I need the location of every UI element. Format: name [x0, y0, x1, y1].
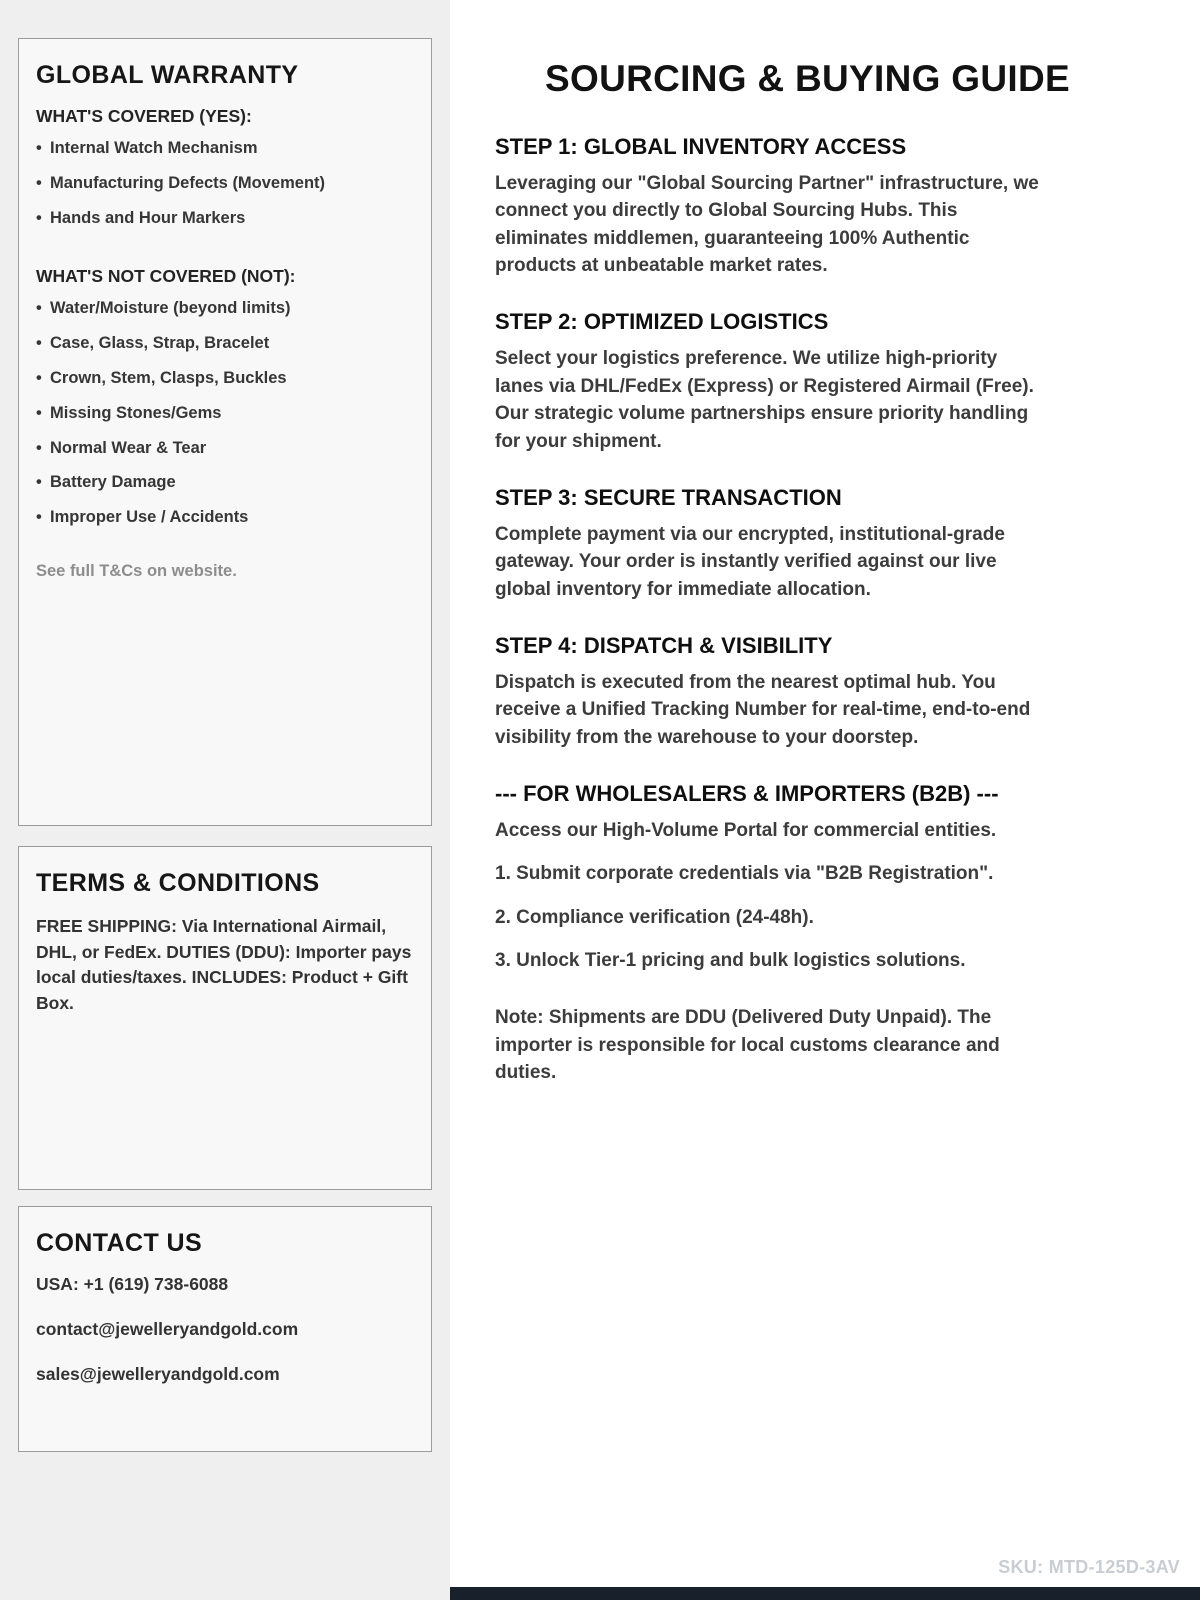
step-3-body: Complete payment via our encrypted, institutional-grade gateway. Your order is instantly verified against our live global inventory for immediate allocation.: [495, 523, 1005, 600]
step-4-body: Dispatch is executed from the nearest optimal hub. You receive a Unified Tracking Number for real-time, end-to-end visibility from the warehouse to your doorstep.: [495, 671, 1031, 748]
contact-phone: USA: +1 (619) 738-6088: [36, 1274, 229, 1294]
warranty-not-covered-item: • Battery Damage: [36, 473, 414, 493]
step-2-heading: STEP 2: OPTIMIZED LOGISTICS: [495, 309, 829, 335]
page-title: SOURCING & BUYING GUIDE: [545, 58, 1070, 99]
warranty-not-covered-item: • Case, Glass, Strap, Bracelet: [36, 334, 414, 354]
warranty-title: GLOBAL WARRANTY: [36, 61, 299, 89]
b2b-item-1: 1. Submit corporate credentials via "B2B Registration".: [495, 863, 994, 885]
warranty-not-covered-item: • Missing Stones/Gems: [36, 404, 414, 424]
warranty-not-covered-item: • Improper Use / Accidents: [36, 508, 414, 528]
b2b-heading: --- FOR WHOLESALERS & IMPORTERS (B2B) ---: [495, 781, 999, 807]
contact-email-sales: sales@jewelleryandgold.com: [36, 1364, 280, 1384]
contact-title: CONTACT US: [36, 1229, 203, 1257]
b2b-item-3: 3. Unlock Tier-1 pricing and bulk logistics solutions.: [495, 950, 966, 972]
sidebar: [0, 0, 450, 1600]
step-1-heading: STEP 1: GLOBAL INVENTORY ACCESS: [495, 134, 907, 159]
footer-bar: [450, 1587, 1200, 1600]
step-3-heading: STEP 3: SECURE TRANSACTION: [495, 484, 842, 510]
warranty-covered-item: • Hands and Hour Markers: [36, 209, 414, 229]
terms-title: TERMS & CONDITIONS: [36, 869, 320, 897]
warranty-covered-item: • Internal Watch Mechanism: [36, 139, 414, 159]
warranty-footnote: See full T&Cs on website.: [36, 561, 237, 580]
step-2-body: Select your logistics preference. We utilize high-priority lanes via DHL/FedEx (Express) or Registered Airmail (Free). Our strategic volume partnerships ensure priority handling for your shipment.: [495, 348, 1034, 452]
sku-label: SKU: MTD-125D-3AV: [998, 1557, 1180, 1577]
contact-panel: [18, 1206, 432, 1452]
warranty-covered-heading: WHAT'S COVERED (YES):: [36, 106, 252, 126]
warranty-not-covered-item: • Crown, Stem, Clasps, Buckles: [36, 369, 414, 389]
b2b-item-2: 2. Compliance verification (24-48h).: [495, 906, 814, 928]
b2b-intro: Access our High-Volume Portal for commercial entities.: [495, 820, 997, 842]
terms-panel: [18, 846, 432, 1190]
terms-body: FREE SHIPPING: Via International Airmail, DHL, or FedEx. DUTIES (DDU): Importer pays local duties/taxes. INCLUDES: Product + Gift Box.: [36, 916, 412, 1014]
contact-email-primary: contact@jewelleryandgold.com: [36, 1319, 299, 1339]
warranty-not-covered-item: • Normal Wear & Tear: [36, 439, 414, 459]
warranty-not-covered-item: • Water/Moisture (beyond limits): [36, 299, 414, 319]
warranty-not-covered-heading: WHAT'S NOT COVERED (NOT):: [36, 266, 296, 287]
b2b-note: Note: Shipments are DDU (Delivered Duty Unpaid). The importer is responsible for local customs clearance and duties.: [495, 1007, 1000, 1084]
step-4-heading: STEP 4: DISPATCH & VISIBILITY: [495, 632, 833, 658]
warranty-covered-item: • Manufacturing Defects (Movement): [36, 174, 414, 194]
warranty-panel: [18, 38, 432, 826]
step-1-body: Leveraging our "Global Sourcing Partner" infrastructure, we connect you directly to Global Sourcing Hubs. This eliminates middlemen, guaranteeing 100% Authentic products at unbeatable market rates.: [495, 173, 1039, 277]
main-content: [495, 58, 1120, 1087]
